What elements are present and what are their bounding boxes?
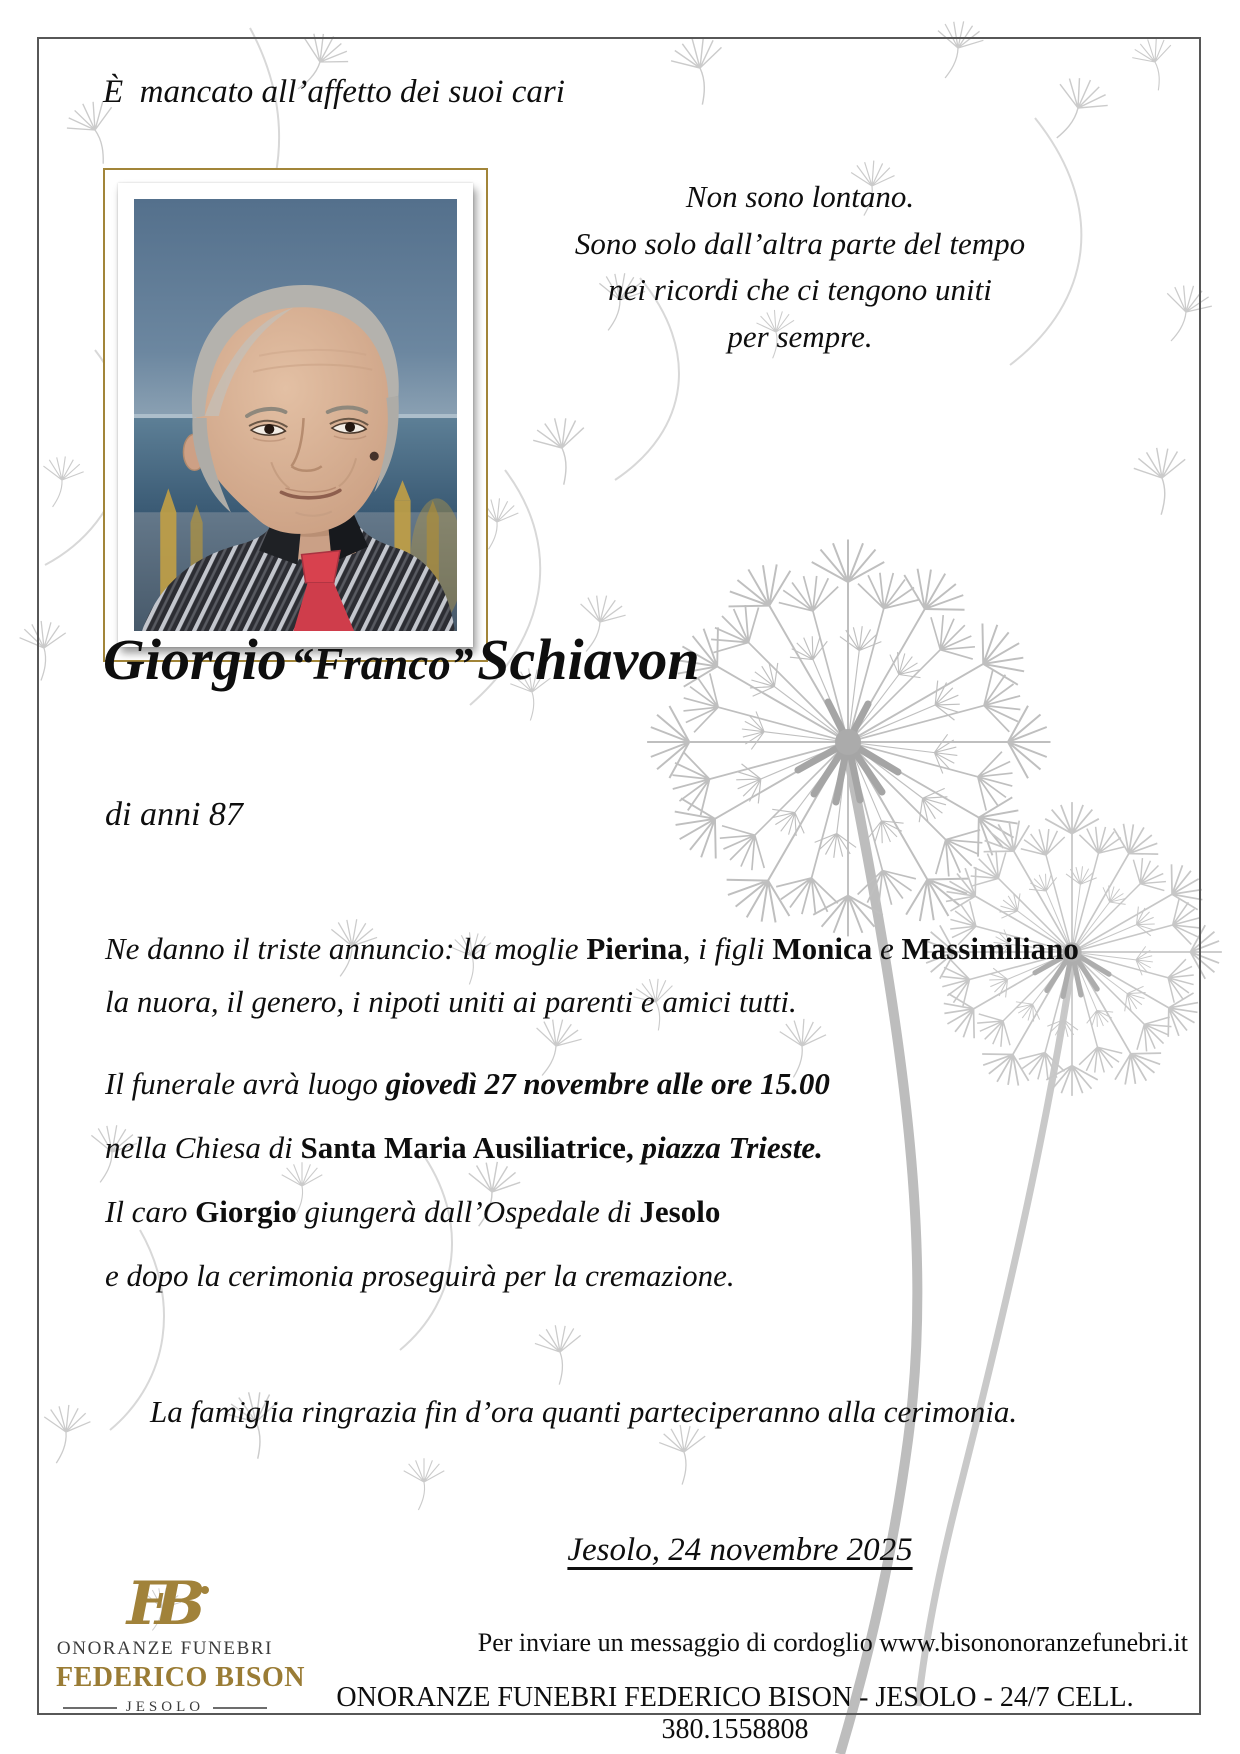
funeral-line-1 [105,1052,965,1116]
deceased-first-name: Giorgio [195,1194,297,1230]
photo-frame [103,168,488,662]
funeral-datetime: giovedì 27 novembre alle ore 15.00 [385,1066,830,1101]
funeral-text: Il caro [105,1194,196,1230]
nickname: “Franco” [290,639,474,689]
fb-monogram: FB [56,1574,274,1634]
logo-dash-left [63,1707,117,1709]
funeral-line-4: e dopo la cerimonia proseguirà per la cremazione. [105,1258,735,1294]
church-location: piazza Trieste. [633,1130,823,1166]
logo-dash-right [213,1707,267,1709]
deceased-name [103,626,700,693]
son-name: Massimiliano [901,931,1079,966]
photo-card [118,183,473,647]
funeral-line-3 [105,1180,965,1244]
thanks-line: La famiglia ringrazia fin d’ora quanti parteciperanno alla cerimonia. [150,1394,1018,1429]
last-name: Schiavon [477,627,700,692]
memorial-poem [520,174,1080,360]
condolence-message-line: Per inviare un messaggio di cordoglio www.bisononoranzefunebri.it [477,1628,1188,1657]
funeral-text: nella Chiesa di [105,1130,301,1166]
footer-contact-line: ONORANZE FUNEBRI FEDERICO BISON - JESOLO - 24/7 CELL. 380.1558808 [336,1682,1134,1745]
logo-federico-bison: FEDERICO BISON [56,1662,305,1693]
poem-line-3: nei ricordi che ci tengono uniti [608,272,992,307]
announcement-text: e [872,931,902,966]
portrait-photo [134,199,457,631]
announcement-paragraph [105,922,1085,1029]
poem-line-1: Non sono lontano. [685,179,915,214]
announcement-text: Ne danno il triste annuncio: la moglie [105,931,587,966]
announcement-text: , i figli [682,931,773,966]
announcement-line-1 [105,922,1085,975]
funeral-line-2 [105,1116,965,1180]
funeral-home-logo [56,1569,305,1716]
announcement-line-2: la nuora, il genero, i nipoti uniti ai parenti e amici tutti. [105,984,797,1020]
logo-jesolo-row [56,1699,274,1716]
dateline: Jesolo, 24 novembre 2025 [567,1532,913,1568]
poem-line-4: per sempre. [727,318,873,354]
church-name: Santa Maria Ausiliatrice, [300,1130,634,1166]
poem-line-2: Sono solo dall’altra parte del tempo [574,225,1026,261]
logo-onoranze-funebri: ONORANZE FUNEBRI [56,1638,274,1659]
funeral-text: Il funerale avrà luogo [105,1066,386,1101]
age-line: di anni 87 [105,796,243,833]
opening-line: È mancato all’affetto dei suoi cari [103,74,565,110]
wife-name: Pierina [586,931,683,966]
funeral-details-paragraph [105,1052,965,1309]
hospital-city: Jesolo [639,1194,721,1230]
daughter-name: Monica [772,931,873,966]
first-name: Giorgio [103,627,287,692]
logo-jesolo: JESOLO [125,1699,205,1715]
funeral-text: giungerà dall’Ospedale di [296,1194,640,1230]
